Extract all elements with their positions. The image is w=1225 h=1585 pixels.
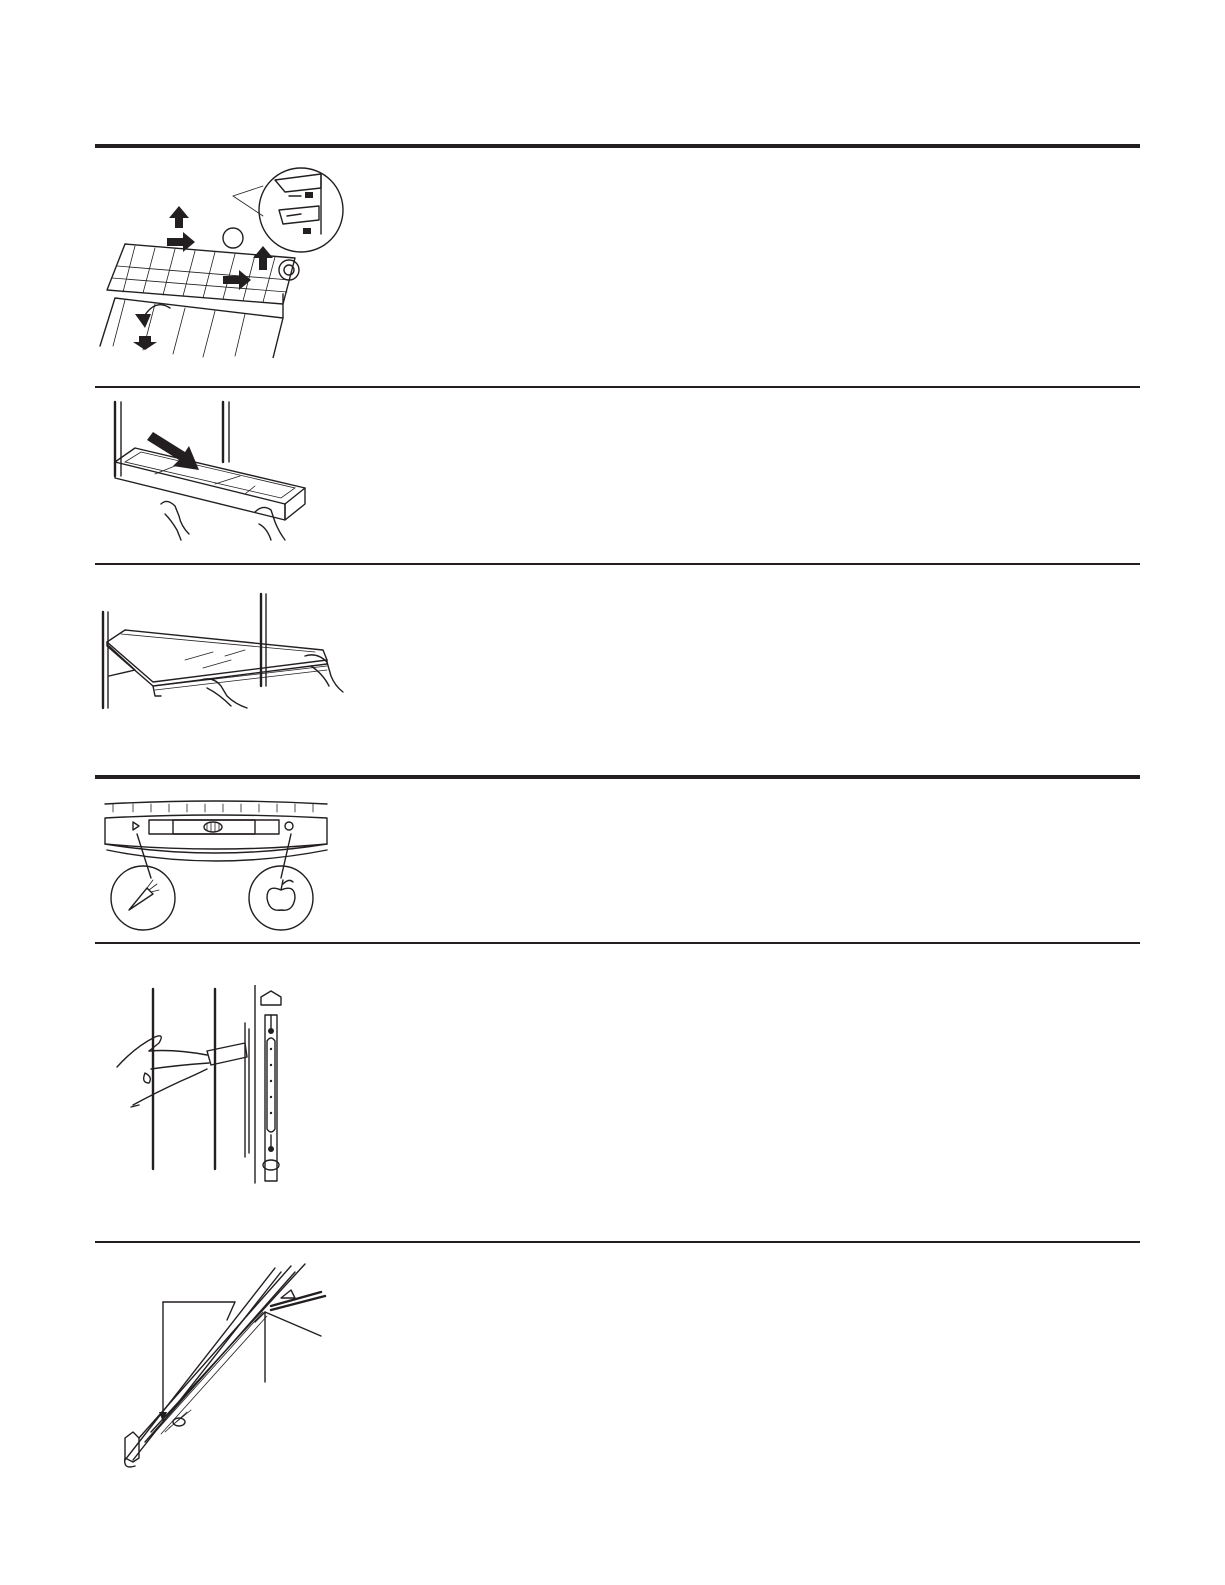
section-rule-1 xyxy=(95,144,1140,148)
section-rule-2 xyxy=(95,386,1140,388)
drawer-temperature-illustration xyxy=(95,985,345,1185)
slide-out-shelf-illustration xyxy=(95,590,345,710)
crisper-humidity-illustration xyxy=(95,800,345,932)
section-rule-5 xyxy=(95,942,1140,944)
section-rule-6 xyxy=(95,1241,1140,1243)
section-rule-3 xyxy=(95,563,1140,565)
drawer-rail-illustration xyxy=(95,1262,345,1472)
section-rule-4 xyxy=(95,775,1140,779)
wire-shelf-illustration xyxy=(95,158,345,358)
glass-shelf-illustration xyxy=(95,400,345,545)
